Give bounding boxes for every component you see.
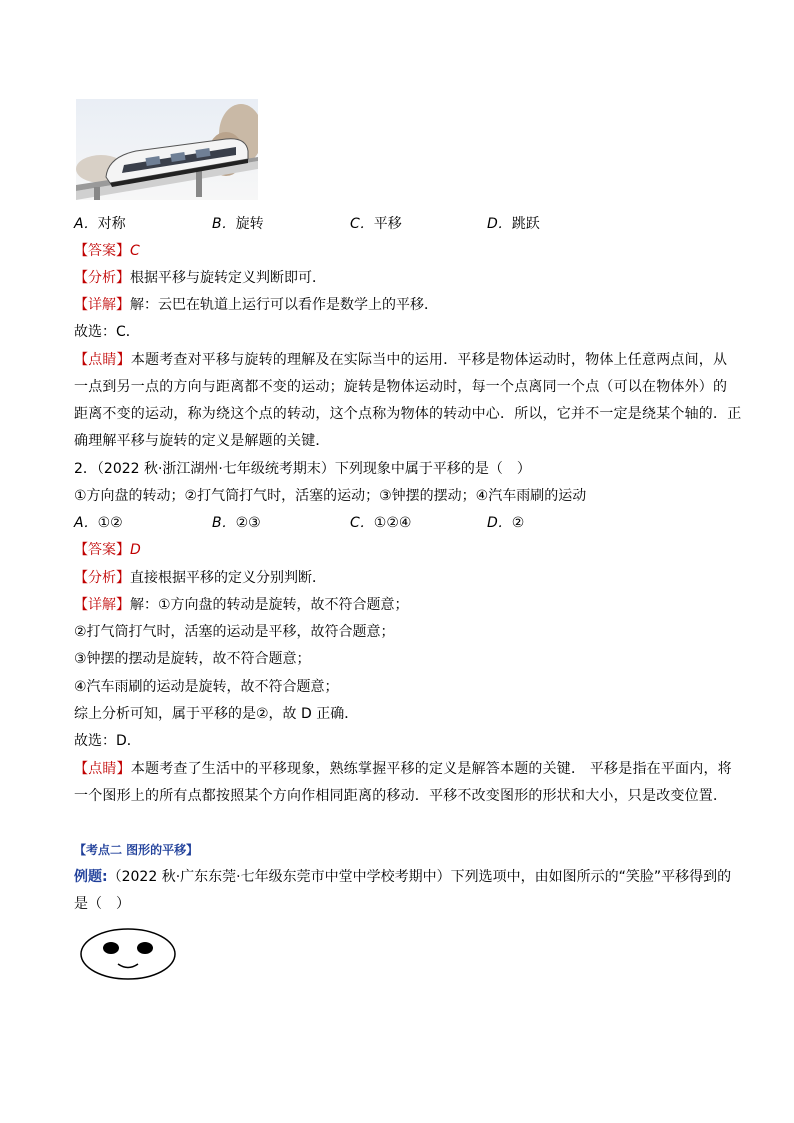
analysis-text: 根据平移与旋转定义判断即可． [130,270,326,286]
detail-text: 解：云巴在轨道上运行可以看作是数学上的平移． [130,297,438,313]
example-label: 例题: [74,869,108,885]
answer-tag: 【答案】 [74,542,130,558]
analysis-text: 直接根据平移的定义分别判断． [130,570,326,586]
answer-value: D [130,542,141,558]
answer-tag: 【答案】 [74,243,130,259]
option-letter: B． [212,216,236,232]
note-text: 本题考查对平移与旋转的理解及在实际当中的运用．平移是物体运动时，物体上任意两点间，从 [130,352,728,368]
q2-note-line-1 [74,759,732,779]
option-letter: B． [212,515,236,531]
option-text: ②③ [235,515,261,531]
q2-option-c [350,513,411,533]
q2-detail-line-4: ④汽车雨刷的运动是旋转，故不符合题意； [74,679,339,695]
q1-detail [74,295,724,315]
q2-items: ①方向盘的转动；②打气筒打气时，活塞的运动；③钟摆的摆动；④汽车雨刷的运动 [74,488,587,504]
section-title [74,840,724,860]
q2-answer [74,540,724,560]
q2-detail-line-2: ②打气筒打气时，活塞的运动是平移，故符合题意； [74,624,395,640]
analysis-tag: 【分析】 [74,570,130,586]
option-letter: C． [350,216,374,232]
smiley-face-figure [78,925,178,981]
note-text: 本题考查了生活中的平移现象，熟练掌握平移的定义是解答本题的关键． 平移是指在平面内，将 [130,761,732,777]
option-text: ①②④ [373,515,412,531]
detail-text: 解：①方向盘的转动是旋转，故不符合题意； [130,597,409,613]
q2-option-a [74,513,123,533]
option-letter: D． [487,216,512,232]
option-text: 平移 [373,216,402,232]
q1-option-c [350,214,402,234]
q1-choice: 故选：C． [74,324,140,340]
option-text: 对称 [97,216,126,232]
q1-note-line-4: 确理解平移与旋转的定义是解题的关键． [74,433,330,449]
q2-option-b [212,513,261,533]
q2-detail-line-1 [74,595,724,615]
answer-value: C [130,243,140,259]
q1-answer [74,241,724,261]
q1-note-line-2: 一点到另一点的方向与距离都不变的运动；旋转是物体运动时，每一个点离同一个点（可以在物体外）的 [74,379,728,395]
option-text: 跳跃 [511,216,540,232]
q2-detail-line-6: 故选：D． [74,733,141,749]
q2-option-d [487,513,524,533]
q2-detail-line-5: 综上分析可知，属于平移的是②，故 D 正确． [74,706,359,722]
q2-detail-line-3: ③钟摆的摆动是旋转，故不符合题意； [74,651,311,667]
q2-stem: 2．（2022 秋·浙江湖州·七年级统考期末）下列现象中属于平移的是（ ） [74,461,531,477]
note-tag: 【点睛】 [74,352,131,368]
option-letter: D． [487,515,512,531]
option-letter: C． [350,515,374,531]
example-line-2: 是（ ） [74,896,130,912]
analysis-tag: 【分析】 [74,270,130,286]
q1-note-line-1 [74,350,728,370]
section-title-text: 【考点二 图形的平移】 [74,843,199,857]
option-letter: A． [74,515,98,531]
q1-option-a [74,214,126,234]
q1-option-b [212,214,264,234]
example-text: （2022 秋·广东东莞·七年级东莞市中堂中学校考期中）下列选项中，由如图所示的“笑脸”平移得到的 [107,869,732,885]
option-text: 旋转 [235,216,264,232]
note-tag: 【点睛】 [74,761,131,777]
option-letter: A． [74,216,98,232]
detail-tag: 【详解】 [74,297,130,313]
q1-note-line-3: 距离不变的运动，称为绕这个点的转动，这个点称为物体的转动中心．所以，它并不一定是绕某个轴的．正 [74,406,742,422]
option-text: ② [511,515,525,531]
q1-option-d [487,214,540,234]
q2-note-line-2: 一个图形上的所有点都按照某个方向作相同距离的移动．平移不改变图形的形状和大小，只是改变位置． [74,788,728,804]
example-line-1 [74,867,732,887]
q2-analysis [74,568,724,588]
maglev-train-photo [76,99,258,200]
option-text: ①② [97,515,123,531]
q1-analysis [74,268,724,288]
detail-tag: 【详解】 [74,597,130,613]
